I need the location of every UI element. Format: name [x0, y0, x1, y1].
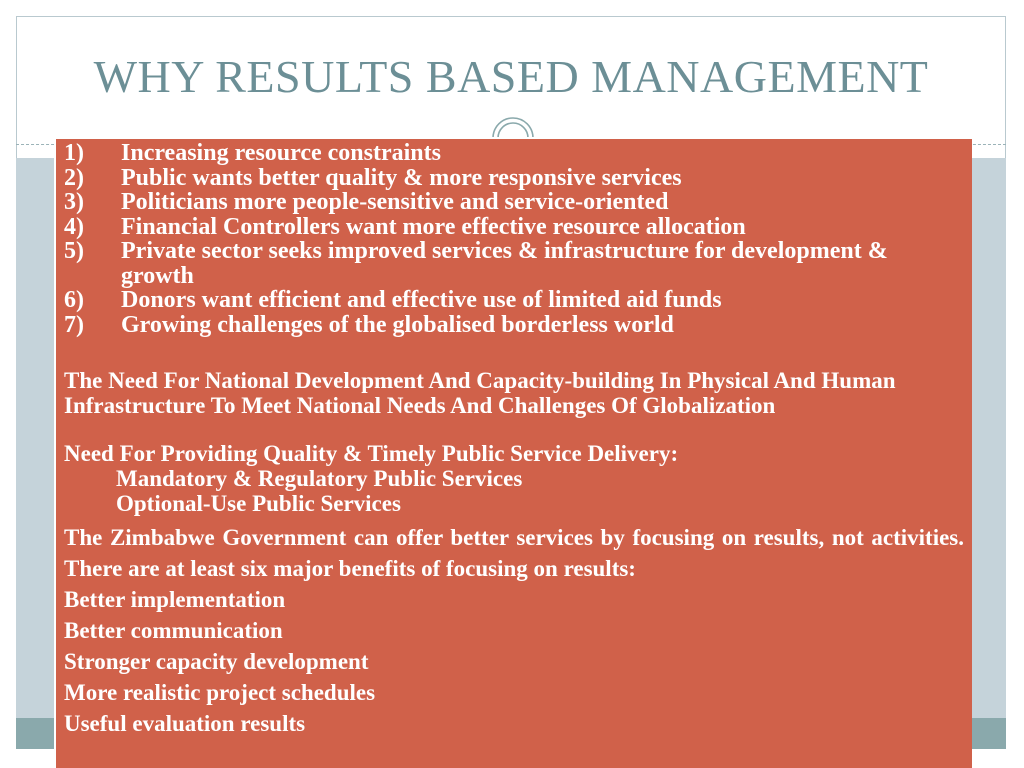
list-text: Increasing resource constraints	[121, 140, 441, 166]
list-number: 3)	[64, 189, 84, 215]
benefit-item: Useful evaluation results	[64, 711, 306, 736]
list-item	[64, 190, 964, 215]
national-need-paragraph: The Need For National Development And Capacity-building In Physical And Human Infrastructure To Meet National Needs And Challenges Of Globalization	[64, 368, 896, 418]
list-item	[64, 166, 964, 191]
list-text: Private sector seeks improved services & infrastructure for development & growth	[121, 238, 888, 289]
slide-title: WHY RESULTS BASED MANAGEMENT	[93, 51, 929, 102]
list-item	[64, 141, 964, 166]
quality-need-heading: Need For Providing Quality & Timely Public Service Delivery:	[64, 441, 679, 466]
list-text: Politicians more people-sensitive and service-oriented	[121, 189, 669, 215]
benefit-item: Better implementation	[64, 587, 286, 612]
list-number: 7)	[64, 311, 84, 338]
list-number: 6)	[64, 287, 84, 313]
list-item	[64, 239, 964, 288]
benefit-item: More realistic project schedules	[64, 680, 376, 705]
list-number: 4)	[64, 213, 84, 240]
list-number: 2)	[64, 164, 84, 191]
benefit-item: Stronger capacity development	[64, 649, 369, 674]
list-item	[64, 288, 964, 313]
content-box	[54, 137, 972, 768]
right-side-band	[970, 158, 1006, 718]
list-text: Public wants better quality & more responsive services	[121, 164, 682, 191]
list-item	[64, 215, 964, 240]
quality-need-item: Mandatory & Regulatory Public Services	[116, 466, 523, 491]
list-number: 5)	[64, 238, 84, 264]
quality-need-item: Optional-Use Public Services	[116, 491, 401, 516]
list-text: Growing challenges of the globalised borderless world	[121, 311, 674, 338]
list-number: 1)	[64, 140, 84, 166]
list-item	[64, 313, 964, 338]
benefit-item: Better communication	[64, 618, 283, 643]
left-side-band	[16, 158, 56, 718]
reasons-list	[64, 141, 964, 337]
list-text: Donors want efficient and effective use of limited aid funds	[121, 287, 722, 313]
list-text: Financial Controllers want more effective resource allocation	[121, 213, 746, 240]
zimbabwe-paragraph: The Zimbabwe Government can offer better services by focusing on results, not activities. There are at least six major benefits of focusing on results:	[64, 525, 964, 581]
